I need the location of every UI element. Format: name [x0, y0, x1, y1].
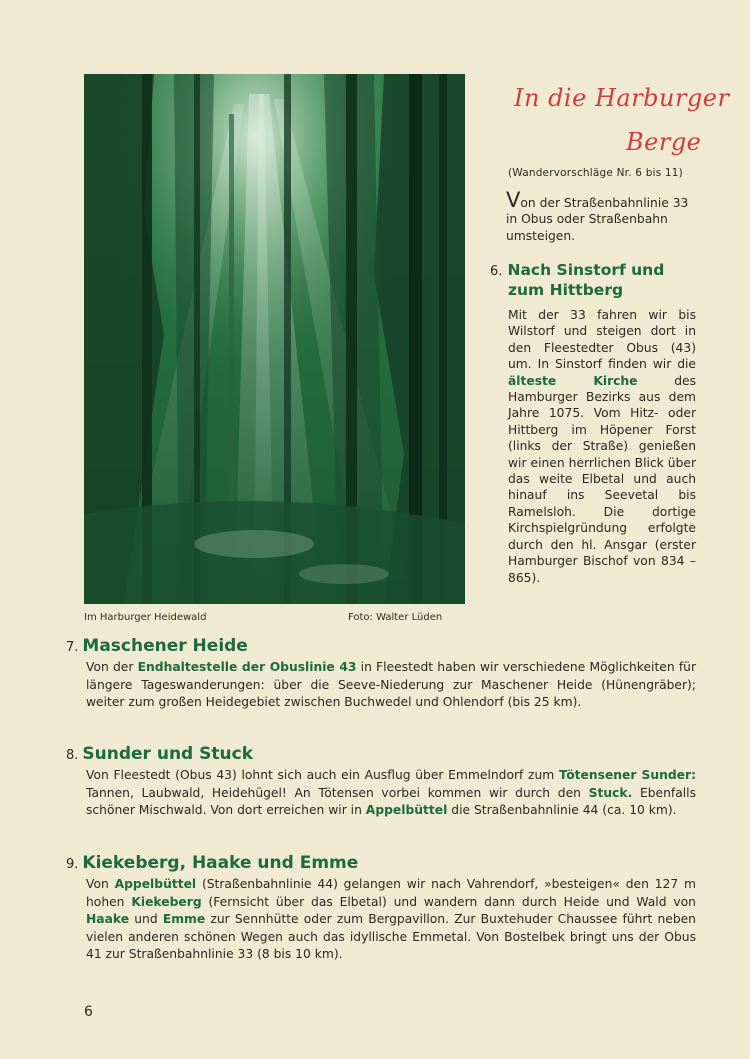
- highlight: Appelbüttel: [365, 803, 448, 818]
- page-subtitle: (Wandervorschläge Nr. 6 bis 11): [508, 167, 683, 179]
- section-9-number: 9.: [66, 857, 79, 872]
- highlight: Kiekeberg: [131, 894, 202, 909]
- section-8: [66, 744, 696, 820]
- forest-photo: [84, 74, 465, 604]
- body-text: die Straßenbahnlinie 44 (ca. 10 km).: [451, 803, 677, 818]
- body-text: des Hamburger Bezirks aus dem Jahre 1075. Vom Hitz- oder Hittberg im Höpener Forst (links der Straße) genießen wir einen herrlichen Blick über das weite Elbetal und auch hinauf ins Seevetal bis Ramelsloh. Die dortige Kirchspielgründung erfolgte durch den hl. Ansgar (erster Hamburger Bischof von 834 – 865).: [508, 373, 696, 585]
- highlight: Haake: [86, 912, 130, 927]
- section-6-heading: [490, 260, 710, 300]
- highlight: älteste Kirche: [508, 373, 638, 388]
- section-8-title: Sunder und Stuck: [82, 744, 254, 764]
- body-text: zur Sennhütte oder zum Bergpavillon. Zur Buxtehuder Chaussee führt neben vielen anderen schönen Wegen auch das idyllische Emmetal. Von Bostelbek bringt uns der Obus 41 zur Straßenbahnlinie 33 (8 bis 10 km).: [86, 912, 696, 962]
- intro-paragraph: [506, 188, 694, 244]
- body-text: Ebenfalls schöner Mischwald. Von dort erreichen wir in: [86, 785, 696, 818]
- section-7-body: [86, 659, 696, 712]
- body-text: (Straßenbahnlinie 44) gelangen wir nach Vahrendorf, »besteigen« den 127 m hohen: [86, 877, 696, 909]
- section-7-number: 7.: [66, 640, 79, 655]
- page-title-line2: Berge: [626, 128, 702, 156]
- drop-cap: V: [506, 188, 521, 212]
- section-8-body: [86, 767, 696, 820]
- section-6-title-line1: Nach Sinstorf und: [507, 261, 665, 279]
- section-6-body: [508, 307, 696, 586]
- photo-caption: Im Harburger Heidewald: [84, 612, 207, 623]
- section-7-title: Maschener Heide: [82, 636, 248, 656]
- highlight: Endhaltestelle der Obuslinie 43: [137, 660, 357, 674]
- intro-text: on der Straßenbahnlinie 33 in Obus oder Straßenbahn umsteigen.: [506, 196, 689, 243]
- highlight: Tötensener Sunder:: [558, 768, 696, 782]
- photo-credit: Foto: Walter Lüden: [348, 612, 443, 623]
- highlight: Stuck.: [588, 785, 633, 800]
- forest-photo-image: [84, 74, 465, 604]
- body-text: Mit der 33 fahren wir bis Wilstorf und steigen dort in den Fleestedter Obus (43) um. In Sinstorf finden wir die: [508, 308, 696, 372]
- highlight: Appelbüttel: [114, 877, 197, 891]
- section-9-title: Kiekeberg, Haake und Emme: [82, 853, 359, 873]
- section-6-title-line2: zum Hittberg: [508, 281, 624, 299]
- body-text: Von: [86, 877, 109, 891]
- highlight: Emme: [162, 912, 206, 927]
- page-number: 6: [84, 1004, 93, 1020]
- section-7: [66, 636, 696, 712]
- body-text: Von der: [86, 660, 134, 674]
- section-6-number: 6.: [490, 264, 503, 279]
- section-9-body: [86, 876, 696, 964]
- section-8-number: 8.: [66, 748, 79, 763]
- body-text: in Fleestedt haben wir verschiedene Möglichkeiten für längere Tageswanderungen: über die Seeve-Niederung zur Maschener Heide (Hünengräber); weiter zum großen Heidegebiet zwischen Buchwedel und Ohlendorf (bis 25 km).: [86, 660, 697, 710]
- page-title-line1: In die Harburger: [514, 84, 730, 112]
- body-text: Tannen, Laubwald, Heidehügel! An Tötensen vorbei kommen wir durch den: [86, 785, 581, 800]
- section-9: [66, 853, 696, 964]
- body-text: (Fernsicht über das Elbetal) und wandern dann durch Heide und Wald von: [208, 894, 696, 909]
- body-text: Von Fleestedt (Obus 43) lohnt sich auch ein Ausflug über Emmelndorf zum: [86, 768, 555, 782]
- body-text: und: [134, 912, 158, 927]
